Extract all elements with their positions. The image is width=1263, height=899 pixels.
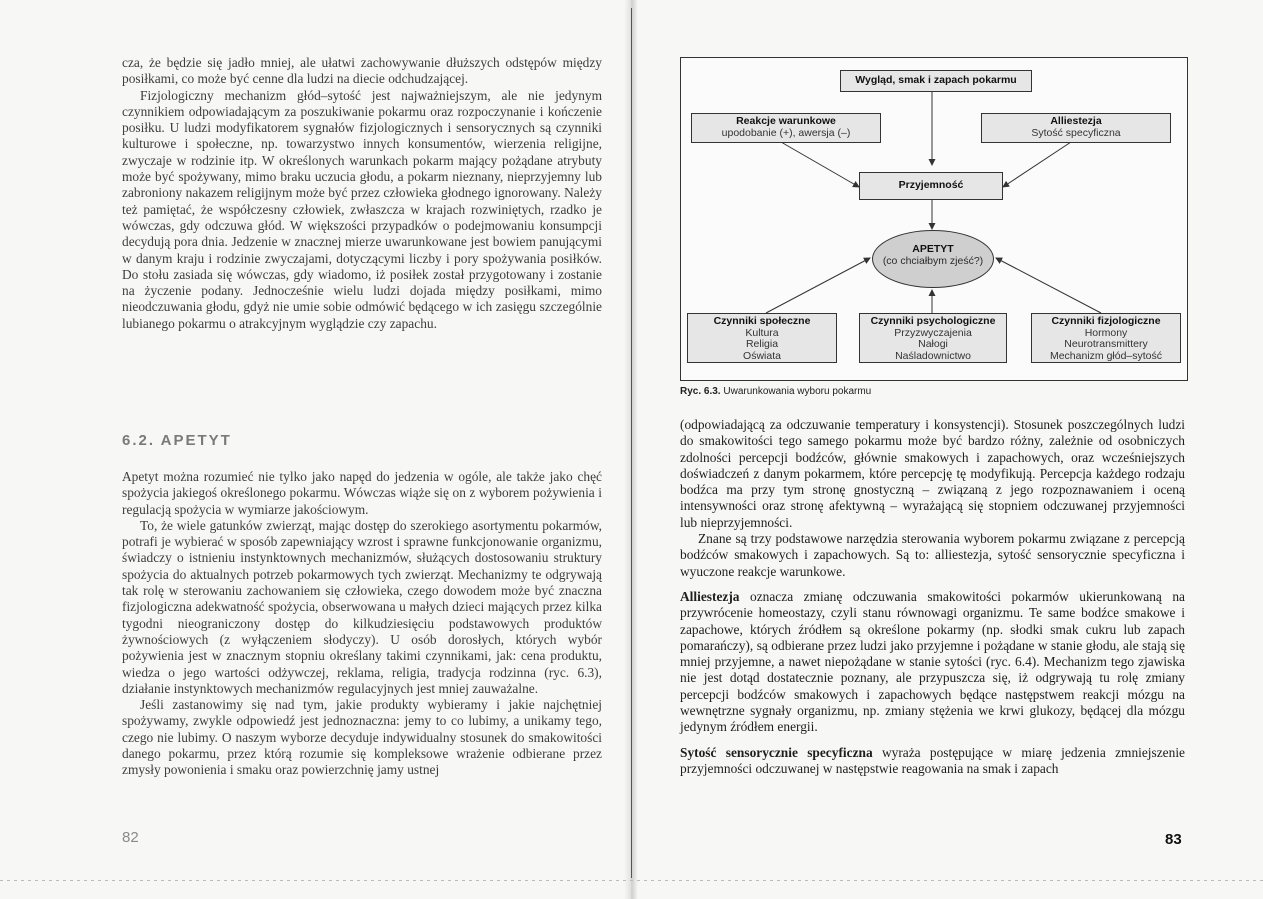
left-paragraph: Fizjologiczny mechanizm głód–sytość jest najważniejszym, ale nie jedynym czynnikiem odpowiadającym za poszukiwanie pokarmu oraz rozpoczynanie i kończenie posiłku. U ludzi modyfikatorem sygnałów fizjologicznych i sensorycznych są czynniki kulturowe i społeczne, np. towarzystwo innych konsumentów, wierzenia religijne, zwyczaje w rodzinie itp. W określonych warunkach pokarm mający pożądane atrybuty może być spożywany, mimo braku uczucia głodu, a pokarm nieznany, nieprzyjemny lub zabroniony nakazem religijnym może być przez człowieka głodnego ignorowany. Należy też pamiętać, że współczesny człowiek, zwłaszcza w krajach rozwiniętych, rzadko je wówczas, gdy odczuwa głód. W większości przypadków o podejmowaniu konsumpcji decydują pora dnia. Jedzenie w znacznej mierze uwarunkowane jest bowiem panującymi w danym kraju i rodzinie zwyczajami, dotyczącymi liczby i pory spożywania posiłków. Do stołu zasiada się wówczas, gdy wiadomo, iż posiłek został przygotowany i zostanie na życzenie podany. Jednocześnie wielu ludzi dojada między posiłkami, mimo nieodczuwania głodu, gdyż nie umie sobie odmówić będącego w ich zasięgu szczególnie lubianego pokarmu o atrakcyjnym wyglądzie czy zapachu. — [122, 87, 602, 331]
gutter-line — [631, 8, 632, 878]
box-physio-factors — [1031, 313, 1181, 363]
box-social-factors — [687, 313, 837, 363]
oval-appetite-title: APETYT — [912, 243, 954, 255]
box-psych-line: Nałogi — [918, 338, 948, 350]
figure-diagram — [680, 57, 1188, 381]
box-psych-factors — [859, 313, 1007, 363]
box-appearance-label: Wygląd, smak i zapach pokarmu — [855, 74, 1017, 86]
box-social-title: Czynniki społeczne — [713, 315, 811, 327]
arrow-right-to-pleasure — [1003, 142, 1071, 187]
box-conditioned-line: upodobanie (+), awersja (–) — [721, 126, 851, 139]
alliesthesia-definition: oznacza zmianę odczuwania smakowitości pokarmów ukierunkowaną na przywrócenie homeostazy, czyli stanu równowagi organizmu. Te same bodźce smakowe i zapachowe, których źródłem są określone pokarmy (np. słodki smak cukru lub zapach pomarańczy), są odbierane przez ludzi jako przyjemne i pożądane w stanie głodu, ale stają się mniej przyjemne, a nawet niepożądane w stanie sytości (ryc. 6.4). Mechanizm tego zjawiska nie jest dotąd dostatecznie poznany, ale przypuszcza się, iż odgrywają tu rolę zmiany percepcji bodźców smakowych i zapachowych będące następstwem reakcji mózgu na wewnętrzne sygnały organizmu, np. zmiany stężenia we krwi glukozy, będącej dla mózgu jedynym źródłem energii. — [680, 588, 1185, 735]
box-pleasure-label: Przyjemność — [898, 179, 964, 191]
term-alliesthesia: Alliestezja — [680, 588, 740, 604]
left-paragraph: cza, że będzie się jadło mniej, ale ułatwi zachowywanie dłuższych odstępów między posiłkami, co może być cenne dla ludzi na diecie odchudzającej. — [122, 55, 602, 87]
right-paragraph: (odpowiadającą za odczuwanie temperatury i konsystencji). Stosunek poszczególnych ludzi do smakowitości tego samego pokarmu może być bardzo różny, zależnie od osobniczych zdolności percepcji bodźców, głównie smakowych i zapachowych, oraz wcześniejszych doświadczeń z danym pokarmem, które percepcję tę modyfikują. Percepcja każdego rodzaju bodźca ma przy tym stronę gnostyczną – związaną z jego rozpoznawaniem i oceną intensywności oraz stronę afektywną – wyrażającą się stopniem odczuwanej przyjemności lub nieprzyjemności. — [680, 417, 1185, 530]
oval-appetite — [872, 230, 994, 288]
box-psych-line: Naśladownictwo — [895, 349, 971, 362]
box-conditioned-reactions — [691, 113, 881, 143]
sensory-satiety-definition: wyraża postępujące w miarę jedzenia zmniejszenie przyjemności odczuwanej w następstwie reagowania na smak i zapach — [680, 744, 1185, 776]
right-paragraph-sensory-satiety — [680, 745, 1185, 778]
box-pleasure — [859, 172, 1003, 200]
box-physio-line: Hormony — [1084, 326, 1128, 339]
box-physio-line: Neurotransmittery — [1064, 338, 1148, 350]
arrow-social-to-appetite — [766, 258, 870, 313]
arrow-physio-to-appetite — [996, 258, 1101, 313]
box-social-line: Oświata — [743, 349, 781, 362]
right-text — [680, 417, 1185, 777]
page-number-right: 83 — [1165, 831, 1182, 848]
page-number-left: 82 — [122, 829, 139, 846]
left-paragraph: To, że wiele gatunków zwierząt, mając dostęp do szerokiego asortymentu pokarmów, potrafi je wybierać w sposób zapewniający wzrost i sprawne funkcjonowanie organizmu, świadczy o istnieniu instynktownych mechanizmów, służących dostosowaniu struktury spożycia do aktualnych potrzeb pokarmowych tych zwierząt. Mechanizmy te odgrywają tak rolę w sterowaniu zachowaniem się człowieka, czego dowodem może być znaczna fizjologiczna adekwatność spożycia, obserwowana u małych dzieci mających przez kilka tygodni nieograniczony dostęp do kilkudziesięciu podstawowych produktów żywnościowych (z wyłączeniem słodyczy). U osób dorosłych, których wybór pożywienia jest w znacznym stopniu określany takimi czynnikami, jak: cena produktu, wiedza o jego wartości odżywczej, reklama, religia, tradycja rodzinna (ryc. 6.3), działanie instynktowych mechanizmów regulacyjnych jest mniej zauważalne. — [122, 517, 602, 696]
section-title: 6.2. APETYT — [122, 432, 232, 449]
arrow-left-to-pleasure — [781, 142, 859, 187]
box-physio-title: Czynniki fizjologiczne — [1051, 315, 1161, 327]
box-physio-line: Mechanizm głód–sytość — [1049, 349, 1163, 362]
box-psych-line: Przyzwyczajenia — [894, 326, 972, 339]
box-alliesthesia-line: Sytość specyficzna — [1031, 126, 1121, 139]
oval-appetite-line: (co chciałbym zjeść?) — [882, 255, 984, 267]
left-page — [0, 0, 624, 899]
figure-caption — [680, 386, 871, 397]
left-text-bottom — [122, 469, 602, 779]
box-psych-title: Czynniki psychologiczne — [870, 315, 996, 327]
left-text-top — [122, 55, 602, 332]
caption-label: Ryc. 6.3. — [680, 386, 721, 397]
term-sensory-satiety: Sytość sensorycznie specyficzna — [680, 744, 873, 760]
left-paragraph: Apetyt można rozumieć nie tylko jako napęd do jedzenia w ogóle, ale także jako chęć spożycia jakiegoś określonego pokarmu. Wówczas wiąże się on z wyborem pożywienia i regulacją spożycia w wymiarze jakościowym. — [122, 469, 602, 517]
left-paragraph: Jeśli zastanowimy się nad tym, jakie produkty wybieramy i jakie najchętniej spożywamy, zwykle odpowiedź jest jednoznaczna: jemy to co lubimy, a unikamy tego, czego nie lubimy. O naszym wyborze decyduje indywidualny stosunek do smakowitości danego pokarmu, przez którą rozumie się kompleksowe wrażenie odbierane przez zmysły powonienia i smaku oraz powierzchnię jamy ustnej — [122, 697, 602, 778]
caption-text: Uwarunkowania wyboru pokarmu — [723, 386, 872, 397]
box-appearance — [840, 70, 1032, 92]
box-alliesthesia-title: Alliestezja — [1050, 115, 1102, 127]
right-paragraph: Znane są trzy podstawowe narzędzia sterowania wyborem pokarmu związane z percepcją bodźców smakowych i zapachowych. Są to: alliestezja, sytość sensorycznie specyficzna i wyuczone reakcje warunkowe. — [680, 531, 1185, 579]
box-social-line: Kultura — [745, 326, 779, 339]
box-social-line: Religia — [745, 338, 779, 350]
right-paragraph-alliesthesia — [680, 589, 1185, 736]
box-alliesthesia — [981, 113, 1171, 143]
box-conditioned-title: Reakcje warunkowe — [736, 115, 836, 127]
